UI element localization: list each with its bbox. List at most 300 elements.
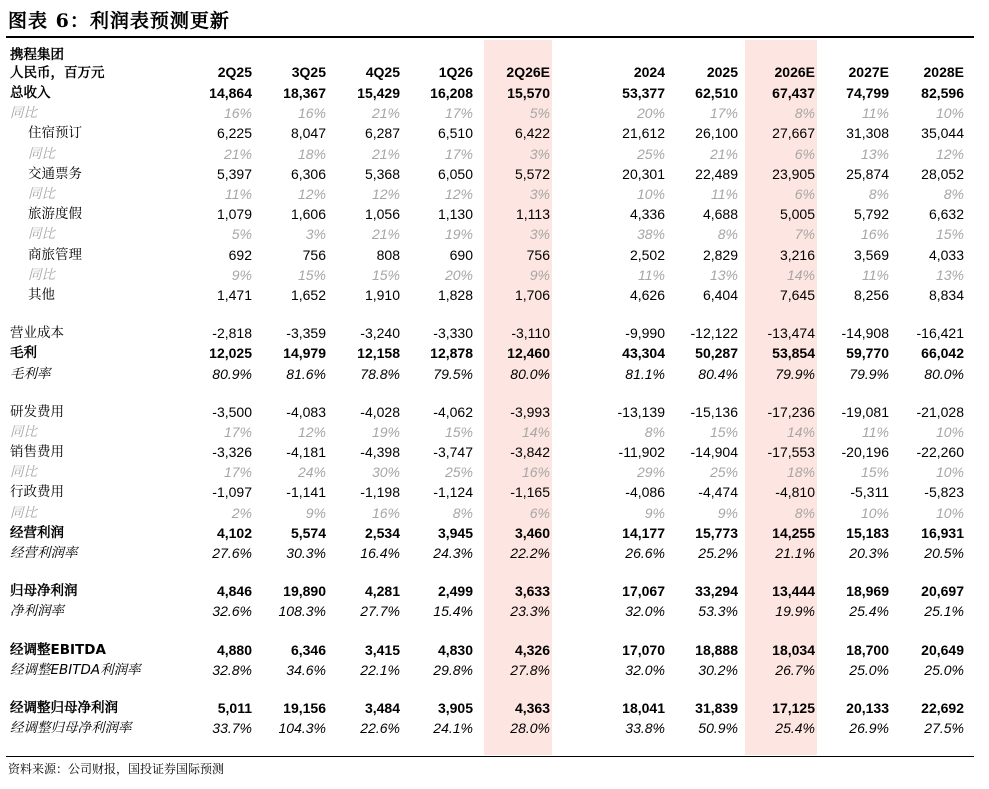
table-cell: -5,311 [850, 484, 889, 501]
table-cell: 16,931 [921, 524, 964, 541]
table-cell: 12% [371, 186, 400, 203]
column-gap [554, 442, 597, 462]
table-cell [819, 680, 893, 698]
column-header: 2026E [774, 64, 815, 80]
table-cell: 18% [297, 145, 326, 162]
table-cell: 8% [794, 504, 815, 521]
table-cell: 17,070 [622, 641, 665, 658]
table-cell: 30% [371, 464, 400, 481]
table-cell: 17,067 [622, 583, 665, 600]
table-cell: 27.7% [360, 603, 400, 620]
table-cell [893, 622, 968, 640]
table-cell: 808 [376, 246, 400, 263]
table-cell: 19.9% [775, 603, 815, 620]
table-cell: 14,864 [209, 85, 252, 102]
table-cell [742, 305, 819, 323]
table-cell: 12,460 [507, 345, 550, 362]
table-cell: 50.9% [698, 720, 738, 737]
table-cell: 11% [862, 105, 889, 122]
table-cell: 20.3% [849, 545, 889, 562]
table-cell: -13,139 [617, 403, 665, 420]
table-cell: -3,842 [510, 444, 550, 461]
row-label [6, 680, 181, 698]
table-cell [477, 305, 554, 323]
table-cell: 25,874 [846, 165, 889, 182]
table-cell: 79.9% [849, 365, 889, 382]
table-cell: 8% [644, 423, 665, 440]
table-cell: 19% [371, 423, 400, 440]
table-cell: 5,572 [514, 165, 550, 182]
table-cell: 35,044 [921, 125, 964, 142]
table-cell: 13,444 [772, 583, 815, 600]
column-gap [554, 698, 597, 718]
table-cell: 1,130 [437, 206, 473, 223]
table-cell: 25.2% [698, 545, 738, 562]
table-cell: 20,301 [622, 165, 665, 182]
row-label [6, 622, 181, 640]
table-cell: 21% [709, 145, 738, 162]
table-cell [669, 305, 742, 323]
table-cell: -1,198 [360, 484, 400, 501]
table-cell: -4,083 [286, 403, 326, 420]
table-cell: 12% [935, 145, 964, 162]
table-cell: 12,158 [357, 345, 400, 362]
table-cell: 22,692 [921, 699, 964, 716]
table-cell: 9% [529, 266, 550, 283]
column-gap [554, 680, 597, 698]
table-cell: -3,747 [433, 444, 473, 461]
table-cell [819, 622, 893, 640]
table-cell: -2,818 [212, 325, 252, 342]
table-cell: 20% [444, 266, 473, 283]
table-row [6, 482, 968, 502]
table-cell: 43,304 [622, 345, 665, 362]
column-gap [554, 422, 597, 442]
table-cell [330, 622, 404, 640]
column-gap [554, 265, 597, 285]
table-cell [181, 622, 256, 640]
spacer-row [6, 622, 968, 640]
row-label: 研发费用 [10, 403, 64, 420]
table-cell: 8,047 [290, 125, 326, 142]
table-cell [256, 563, 330, 581]
table-cell [669, 622, 742, 640]
table-row [6, 204, 968, 224]
table-cell: 18,888 [695, 641, 738, 658]
column-gap [554, 164, 597, 184]
table-cell: 5,792 [853, 206, 889, 223]
table-cell: 10% [935, 464, 964, 481]
table-cell: 4,102 [216, 524, 252, 541]
table-cell [477, 384, 554, 402]
table-cell: 5% [529, 105, 550, 122]
row-label: 同比 [28, 266, 55, 283]
table-row [6, 224, 968, 244]
table-cell [330, 680, 404, 698]
table-cell: 15% [371, 266, 400, 283]
bottom-rule [6, 756, 974, 757]
table-row [6, 285, 968, 305]
table-row [6, 265, 968, 285]
table-cell: 1,828 [437, 286, 473, 303]
table-cell: 3,216 [779, 246, 815, 263]
table-cell: 3% [305, 226, 326, 243]
table-cell: 66,042 [921, 345, 964, 362]
table-body [6, 83, 968, 738]
column-gap [554, 384, 597, 402]
table-cell: 9% [644, 504, 665, 521]
table-cell: -14,904 [690, 444, 738, 461]
row-label: 经调整EBITDA [10, 641, 106, 658]
table-cell: 27.8% [510, 661, 550, 678]
table-cell: 14% [786, 423, 815, 440]
table-cell: 6,632 [928, 206, 964, 223]
table-cell [597, 563, 669, 581]
table-cell: 5% [231, 226, 252, 243]
table-row [6, 601, 968, 621]
table-cell: 31,839 [695, 699, 738, 716]
table-cell: 11% [225, 186, 252, 203]
table-cell [597, 622, 669, 640]
row-label [6, 384, 181, 402]
table-cell: 15.4% [433, 603, 473, 620]
table-cell [404, 305, 477, 323]
table-cell: 20,133 [846, 699, 889, 716]
table-cell: 16% [297, 105, 326, 122]
table-cell [477, 680, 554, 698]
table-cell: 24.3% [433, 545, 473, 562]
table-cell: 50,287 [695, 345, 738, 362]
row-label [6, 563, 181, 581]
table-cell: 10% [935, 105, 964, 122]
column-gap [554, 224, 597, 244]
column-gap [554, 305, 597, 323]
header-unit: 人民币，百万元 [10, 65, 105, 81]
table-cell: 4,363 [514, 699, 550, 716]
table-cell: 15,183 [846, 524, 889, 541]
table-cell: 19% [444, 226, 473, 243]
table-cell: -4,181 [286, 444, 326, 461]
table-cell: 8% [452, 504, 473, 521]
column-gap [554, 343, 597, 363]
table-cell: 28,052 [921, 165, 964, 182]
table-cell: 16,208 [430, 85, 473, 102]
table-cell: 6% [794, 186, 815, 203]
row-label: 交通票务 [28, 165, 82, 182]
table-cell: 5,574 [290, 524, 326, 541]
table-cell: 6,346 [290, 641, 326, 658]
table-cell: 27.6% [212, 545, 252, 562]
table-cell: -22,260 [916, 444, 964, 461]
table-row [6, 422, 968, 442]
table-cell: 11% [862, 423, 889, 440]
table-cell: 6,306 [290, 165, 326, 182]
row-label: 行政费用 [10, 484, 64, 501]
table-row [6, 323, 968, 343]
table-cell: 4,281 [364, 583, 400, 600]
table-cell [893, 680, 968, 698]
table-cell: 1,606 [290, 206, 326, 223]
table-cell: 5,397 [216, 165, 252, 182]
table-cell: 25% [444, 464, 473, 481]
spacer-row [6, 563, 968, 581]
table-cell: 82,596 [921, 85, 964, 102]
table-cell: 12,878 [430, 345, 473, 362]
table-cell: 74,799 [846, 85, 889, 102]
table-cell [819, 384, 893, 402]
table-cell: 25.4% [775, 720, 815, 737]
table-cell: 59,770 [846, 345, 889, 362]
table-cell: 32.6% [212, 603, 252, 620]
table-cell: 4,830 [437, 641, 473, 658]
column-gap [554, 523, 597, 543]
table-cell: 25.0% [849, 661, 889, 678]
table-cell: 3,460 [514, 524, 550, 541]
table-row [6, 363, 968, 383]
table-cell [404, 384, 477, 402]
table-cell: 3,415 [364, 641, 400, 658]
table-row [6, 660, 968, 680]
row-label: 毛利率 [10, 365, 51, 382]
table-row [6, 83, 968, 103]
column-header: 2Q25 [217, 64, 252, 80]
table-cell [669, 680, 742, 698]
table-cell [404, 622, 477, 640]
table-cell: 15% [444, 423, 473, 440]
header-company: 携程集团 [10, 47, 64, 63]
table-cell: 8% [943, 186, 964, 203]
table-cell: -16,421 [916, 325, 964, 342]
table-cell: 20.5% [924, 545, 964, 562]
table-cell: 3,945 [437, 524, 473, 541]
row-label: 其他 [28, 286, 55, 303]
table-cell: 6,050 [437, 165, 473, 182]
column-header: 2025 [706, 64, 738, 80]
table-cell: 23,905 [772, 165, 815, 182]
table-cell: 28.0% [510, 720, 550, 737]
table-cell: 21% [371, 226, 400, 243]
row-label: 同比 [28, 145, 55, 162]
column-gap [554, 482, 597, 502]
column-gap [554, 622, 597, 640]
table-row [6, 343, 968, 363]
table-cell: 4,033 [928, 246, 964, 263]
table-cell: -5,823 [924, 484, 964, 501]
table-cell: 756 [302, 246, 326, 263]
table-cell [181, 680, 256, 698]
table-cell: 7,645 [779, 286, 815, 303]
source-note: 资料来源：公司财报，国投证券国际预测 [8, 762, 225, 776]
table-cell: 6,510 [437, 125, 473, 142]
row-label: 同比 [10, 464, 37, 481]
row-label: 同比 [10, 423, 37, 440]
table-cell: 756 [526, 246, 550, 263]
table-cell: -4,062 [433, 403, 473, 420]
table-cell: -4,086 [625, 484, 665, 501]
table-cell: 5,005 [779, 206, 815, 223]
table-cell: 8% [717, 226, 738, 243]
income-statement-table [6, 44, 968, 738]
table-cell: 26.7% [775, 661, 815, 678]
table-cell: 4,880 [216, 641, 252, 658]
row-label: 住宿预订 [28, 125, 82, 142]
column-gap [554, 363, 597, 383]
column-gap [554, 660, 597, 680]
table-cell: 17% [709, 105, 738, 122]
column-gap [554, 103, 597, 123]
column-gap [554, 503, 597, 523]
table-cell: 32.0% [625, 661, 665, 678]
table-cell: 80.0% [510, 365, 550, 382]
table-cell: 62,510 [695, 85, 738, 102]
row-label: 同比 [28, 186, 55, 203]
table-cell: -14,908 [841, 325, 889, 342]
table-cell: 10% [860, 504, 889, 521]
table-cell: 21% [223, 145, 252, 162]
table-cell: 10% [935, 423, 964, 440]
table-cell: 15,773 [695, 524, 738, 541]
table-cell [597, 384, 669, 402]
table-cell: 34.6% [286, 661, 326, 678]
table-cell: 13% [860, 145, 889, 162]
table-cell: 2,499 [437, 583, 473, 600]
table-cell: 22.1% [360, 661, 400, 678]
table-cell: -4,028 [360, 403, 400, 420]
column-header: 2027E [848, 64, 889, 80]
column-header: 4Q25 [365, 64, 400, 80]
table-cell: -21,028 [916, 403, 964, 420]
table-cell: 21,612 [622, 125, 665, 142]
table-cell: 8,256 [853, 286, 889, 303]
table-row [6, 184, 968, 204]
top-rule [6, 36, 974, 38]
table-cell: -15,136 [690, 403, 738, 420]
table-cell: 8% [868, 186, 889, 203]
column-gap [554, 601, 597, 621]
row-label: 销售费用 [10, 444, 64, 461]
table-cell: 22,489 [695, 165, 738, 182]
column-gap [554, 204, 597, 224]
table-row [6, 698, 968, 718]
table-cell: -1,141 [286, 484, 326, 501]
table-row [6, 640, 968, 660]
table-cell: 26,100 [695, 125, 738, 142]
table-cell: 33,294 [695, 583, 738, 600]
row-label: 经调整EBITDA利润率 [10, 661, 141, 678]
table-cell [330, 305, 404, 323]
row-label: 同比 [28, 226, 55, 243]
table-cell: 17% [444, 145, 473, 162]
table-cell: 18,969 [846, 583, 889, 600]
table-cell: 78.8% [360, 365, 400, 382]
table-cell: -1,097 [212, 484, 252, 501]
table-cell: 20% [636, 105, 665, 122]
table-cell: 80.4% [698, 365, 738, 382]
table-cell: 5,368 [364, 165, 400, 182]
table-cell [404, 563, 477, 581]
table-cell: -1,124 [433, 484, 473, 501]
table-cell: 3,905 [437, 699, 473, 716]
table-cell: 108.3% [278, 603, 326, 620]
table-row [6, 462, 968, 482]
table-row [6, 543, 968, 563]
table-cell: 17% [223, 464, 252, 481]
table-cell: 17% [223, 423, 252, 440]
table-cell [477, 622, 554, 640]
row-label [6, 305, 181, 323]
table-cell: 1,113 [516, 206, 550, 223]
table-cell: 27.5% [924, 720, 964, 737]
row-label: 旅游度假 [28, 206, 82, 223]
column-header: 2028E [923, 64, 964, 80]
row-label: 经营利润率 [10, 545, 78, 562]
row-label: 经调整归母净利润 [10, 699, 118, 716]
table-cell [477, 563, 554, 581]
table-cell: 10% [935, 504, 964, 521]
table-cell [819, 563, 893, 581]
table-cell: 9% [717, 504, 738, 521]
table-cell: 690 [449, 246, 473, 263]
figure-title: 图表 6：利润表预测更新 [8, 10, 230, 32]
table-cell: 80.9% [212, 365, 252, 382]
table-cell: 5,011 [217, 699, 252, 716]
table-cell: -3,240 [360, 325, 400, 342]
table-cell: 20,697 [921, 583, 964, 600]
row-label: 总收入 [10, 85, 51, 102]
table-cell [256, 622, 330, 640]
table-cell [256, 384, 330, 402]
column-gap [554, 718, 597, 738]
table-cell: 21.1% [775, 545, 815, 562]
table-cell: 53.3% [698, 603, 738, 620]
table-row [6, 503, 968, 523]
table-cell: -19,081 [841, 403, 889, 420]
table-cell: 9% [231, 266, 252, 283]
table-cell: 4,336 [629, 206, 665, 223]
table-cell: -13,474 [767, 325, 815, 342]
table-cell: 30.2% [698, 661, 738, 678]
table-cell: 18,700 [846, 641, 889, 658]
table-cell: 38% [636, 226, 665, 243]
column-header: 2024 [633, 64, 665, 80]
table-cell: 6% [794, 145, 815, 162]
row-label: 商旅管理 [28, 246, 82, 263]
table-cell: 12,025 [209, 345, 252, 362]
table-cell: 79.9% [775, 365, 815, 382]
column-header: 3Q25 [291, 64, 326, 80]
table-cell: 11% [638, 266, 665, 283]
table-row [6, 523, 968, 543]
table-cell: 692 [228, 246, 252, 263]
table-row [6, 402, 968, 422]
table-cell: -3,993 [510, 403, 550, 420]
table-cell [742, 622, 819, 640]
table-cell: 32.0% [625, 603, 665, 620]
column-gap [554, 44, 597, 83]
spacer-row [6, 305, 968, 323]
table-cell: 15,570 [507, 85, 550, 102]
table-cell: 3,484 [364, 699, 400, 716]
table-cell: -4,810 [775, 484, 815, 501]
table-cell: 26.9% [849, 720, 889, 737]
table-row [6, 581, 968, 601]
table-cell: 80.0% [924, 365, 964, 382]
column-header: 1Q26 [438, 64, 473, 80]
table-cell: 15% [297, 266, 326, 283]
table-cell: 13% [709, 266, 738, 283]
table-cell: 8% [794, 105, 815, 122]
table-cell: 14,177 [622, 524, 665, 541]
